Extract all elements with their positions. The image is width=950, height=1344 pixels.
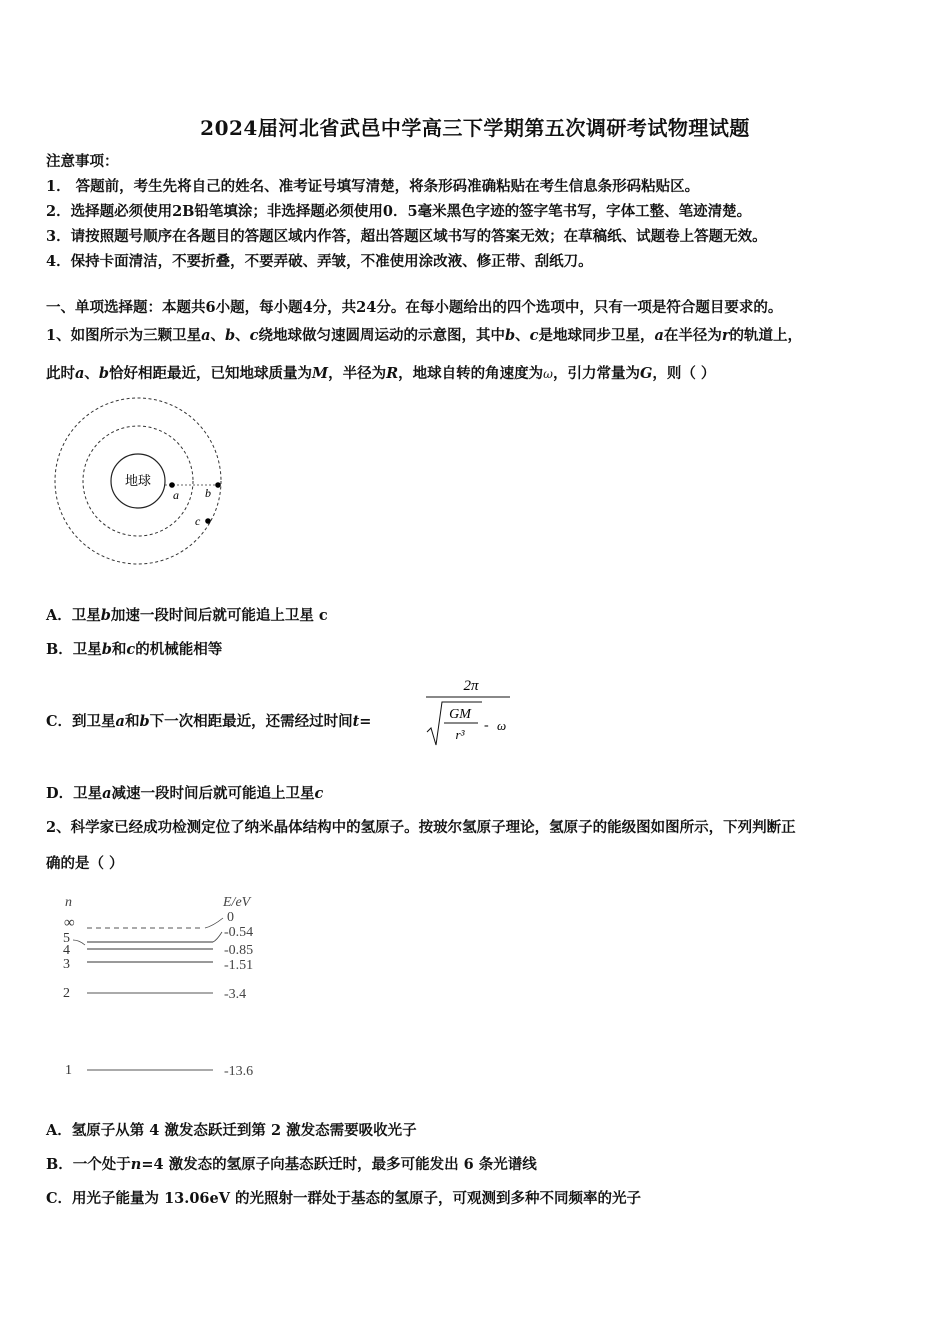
label-a: a bbox=[173, 488, 179, 502]
satellite-c bbox=[205, 518, 211, 524]
notice-item-2: 2．选择题必须使用2B铅笔填涂；非选择题必须使用0．5毫米黑色字迹的签字笔书写，字体工整、笔迹清楚。 bbox=[46, 203, 752, 220]
level-5-n: 5 bbox=[63, 931, 70, 946]
formula-minus: - bbox=[484, 718, 489, 733]
q1-option-d: D．卫星a减速一段时间后就可能追上卫星c bbox=[46, 785, 324, 802]
page-title: 2024届河北省武邑中学高三下学期第五次调研考试物理试题 bbox=[200, 116, 750, 140]
level-3-e: -1.51 bbox=[224, 958, 254, 973]
energy-level-diagram bbox=[55, 890, 285, 1085]
q1-line-1: 1、如图所示为三颗卫星a、b、c绕地球做匀速圆周运动的示意图，其中b、c是地球同步卫星，a在半径为r的轨道上， bbox=[46, 327, 803, 344]
sqrt-numerator: GM bbox=[449, 707, 471, 722]
sqrt-denominator: r³ bbox=[455, 727, 465, 742]
level-inf-e: 0 bbox=[227, 910, 234, 925]
earth-label: 地球 bbox=[124, 473, 152, 488]
level-4-n: 4 bbox=[63, 943, 70, 958]
level-inf-pointer bbox=[205, 918, 223, 928]
level-2-n: 2 bbox=[63, 986, 70, 1001]
satellite-b bbox=[215, 482, 221, 488]
level-3-n: 3 bbox=[63, 957, 70, 972]
level-2-e: -3.4 bbox=[224, 987, 247, 1002]
level-1-e: -13.6 bbox=[224, 1064, 254, 1079]
formula-numerator: 2π bbox=[463, 678, 479, 694]
n-axis-label: n bbox=[65, 895, 72, 910]
q2-option-c: C．用光子能量为 13.06eV 的光照射一群处于基态的氢原子，可观测到多种不同频率的光子 bbox=[46, 1190, 642, 1207]
q1-option-b: B．卫星b和c的机械能相等 bbox=[46, 641, 223, 658]
notice-item-4: 4．保持卡面清洁，不要折叠，不要弄破、弄皱，不准使用涂改液、修正带、刮纸刀。 bbox=[46, 253, 593, 270]
notice-heading: 注意事项： bbox=[46, 153, 119, 170]
notice-item-1: 1． 答题前，考生先将自己的姓名、准考证号填写清楚，将条形码准确粘贴在考生信息条形码粘贴区。 bbox=[46, 178, 700, 195]
section1-heading: 一、单项选择题：本题共6小题，每小题4分，共24分。在每小题给出的四个选项中，只有一项是符合题目要求的。 bbox=[46, 299, 783, 316]
q1-option-c-formula bbox=[424, 672, 524, 752]
level-1-n: 1 bbox=[65, 1063, 72, 1078]
level-5-pointer bbox=[213, 932, 222, 942]
q1-option-c: C．到卫星a和b下一次相距最近，还需经过时间t= bbox=[46, 713, 372, 730]
satellite-orbit-figure bbox=[45, 395, 235, 575]
notice-item-3: 3．请按照题号顺序在各题目的答题区域内作答，超出答题区域书写的答案无效；在草稿纸、试题卷上答题无效。 bbox=[46, 228, 767, 245]
level-5-n-pointer bbox=[73, 940, 85, 945]
level-4-e: -0.85 bbox=[224, 943, 254, 958]
q1-option-a: A．卫星b加速一段时间后就可能追上卫星 c bbox=[46, 607, 328, 624]
label-c: c bbox=[195, 514, 201, 528]
q2-option-a: A．氢原子从第 4 激发态跃迁到第 2 激发态需要吸收光子 bbox=[46, 1122, 417, 1139]
level-5-e: -0.54 bbox=[224, 925, 254, 940]
q2-line-1: 2、科学家已经成功检测定位了纳米晶体结构中的氢原子。按玻尔氢原子理论，氢原子的能级图如图所示，下列判断正 bbox=[46, 819, 796, 836]
q2-option-b: B．一个处于n=4 激发态的氢原子向基态跃迁时，最多可能发出 6 条光谱线 bbox=[46, 1156, 537, 1173]
q1-line-2: 此时a、b恰好相距最近，已知地球质量为M，半径为R，地球自转的角速度为ω，引力常量为G，则（ ） bbox=[46, 365, 716, 382]
label-b: b bbox=[205, 486, 211, 500]
satellite-a bbox=[169, 482, 175, 488]
q2-line-2: 确的是（ ） bbox=[46, 855, 124, 872]
e-axis-label: E/eV bbox=[223, 895, 251, 910]
level-inf-n: ∞ bbox=[64, 915, 75, 931]
formula-omega: ω bbox=[497, 718, 507, 733]
